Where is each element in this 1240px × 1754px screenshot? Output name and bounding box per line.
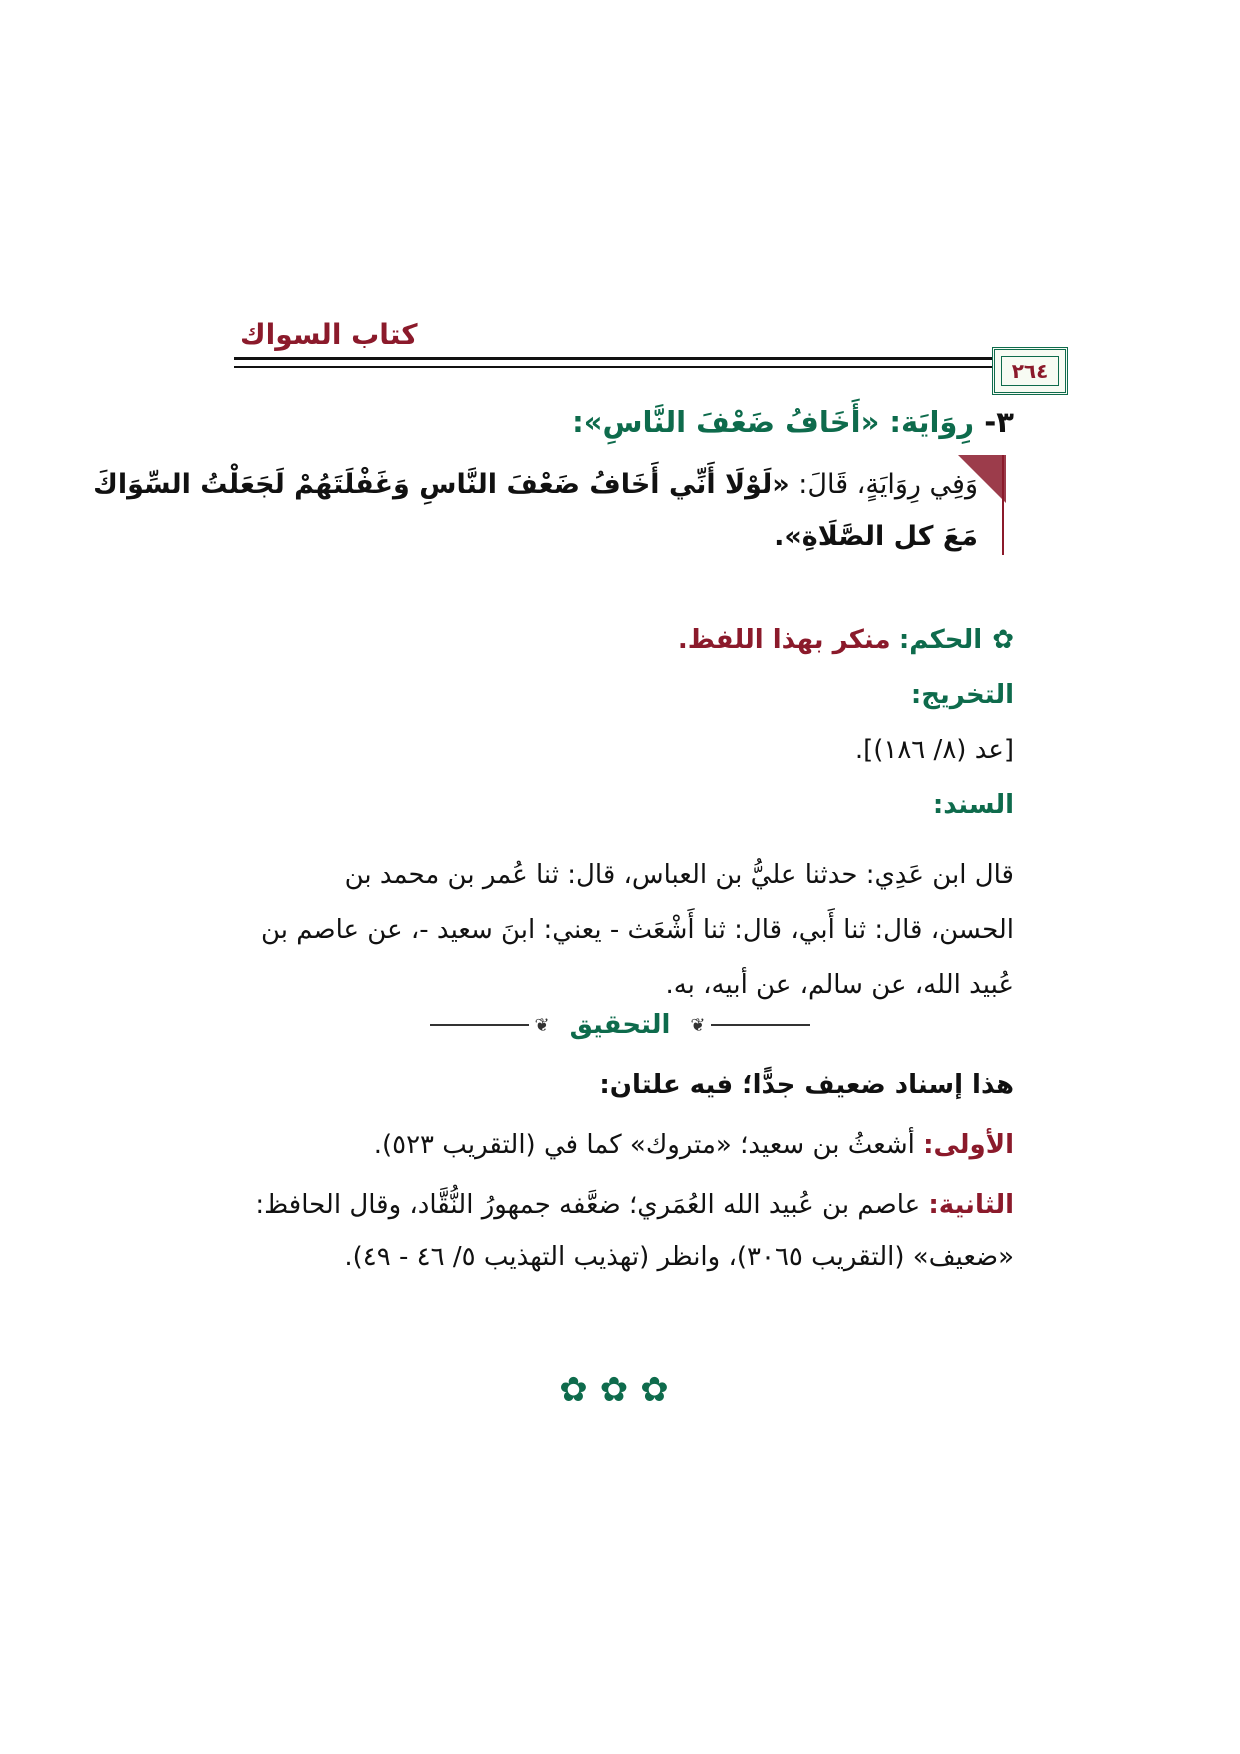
tahqiq-divider: [430, 1005, 810, 1045]
second-cause-label: الثانية:: [928, 1190, 1014, 1220]
second-cause: [224, 1180, 1014, 1230]
scroll-ornament-icon: ❦: [534, 1014, 550, 1036]
divider-line: [711, 1024, 810, 1026]
page-number: ٢٦٤: [1001, 356, 1059, 386]
section-heading: [224, 397, 1014, 447]
takhrij-label: التخريج:: [910, 680, 1014, 710]
first-cause-label: الأولى:: [923, 1130, 1014, 1160]
ruling-line: [224, 615, 1014, 665]
takhrij-ref: [عد (٨/ ١٨٦)].: [854, 735, 1014, 765]
sanad-label: السند:: [932, 790, 1014, 820]
first-cause-text: أشعثُ بن سعيد؛ «متروك» كما في (التقريب ٥٢٣).: [373, 1130, 924, 1160]
header-rule: [234, 357, 996, 360]
sanad-line-3: عُبيد الله، عن سالم، عن أبيه، به.: [665, 970, 1014, 1000]
quote-bar: [1002, 455, 1004, 555]
section-title: رِوَايَة: «أَخَافُ ضَعْفَ النَّاسِ»:: [572, 405, 975, 439]
ruling-value: منكر بهذا اللفظ.: [677, 625, 891, 655]
quote-line-1: [93, 460, 978, 510]
sanad-line-2: الحسن، قال: ثنا أَبي، قال: ثنا أَشْعَث - يعني: ابنَ سعيد -، عن عاصم بن: [260, 915, 1014, 945]
quote-text-1: «لَوْلَا أَنِّي أَخَافُ ضَعْفَ النَّاسِ وَغَفْلَتَهُمْ لَجَعَلْتُ السِّوَاكَ: [93, 469, 790, 500]
sanad-line-1: قال ابن عَدِي: حدثنا عليُّ بن العباس، قال: ثنا عُمر بن محمد بن: [344, 860, 1014, 890]
header-rule-thin: [234, 366, 996, 368]
book-title: كتاب السواك: [240, 318, 418, 351]
divider-line: [430, 1024, 529, 1026]
quote-text-2: مَعَ كل الصَّلَاةِ».: [774, 521, 978, 552]
page-number-frame: [992, 347, 1068, 395]
flower-ornament-icon: ✿: [640, 1370, 681, 1410]
scroll-ornament-icon: ❦: [690, 1014, 706, 1036]
footer-ornaments: [500, 1370, 740, 1410]
second-cause-text-2: «ضعيف» (التقريب ٣٠٦٥)، وانظر (تهذيب التهذيب ٥/ ٤٦ - ٤٩).: [344, 1242, 1014, 1272]
flower-ornament-icon: ✿: [599, 1370, 641, 1410]
tahqiq-summary: هذا إسناد ضعيف جدًّا؛ فيه علتان:: [599, 1070, 1014, 1100]
quote-intro: وَفِي رِوَايَةٍ، قَالَ:: [789, 469, 978, 500]
second-cause-text: عاصم بن عُبيد الله العُمَري؛ ضعَّفه جمهورُ النُّقَّاد، وقال الحافظ:: [255, 1190, 929, 1220]
tahqiq-title: التحقيق: [569, 1010, 671, 1040]
section-number: ٣-: [984, 405, 1014, 439]
flower-ornament-icon: ✿: [992, 625, 1014, 655]
flower-ornament-icon: ✿: [559, 1370, 600, 1410]
first-cause: [224, 1120, 1014, 1170]
ruling-label: الحكم:: [898, 625, 983, 655]
